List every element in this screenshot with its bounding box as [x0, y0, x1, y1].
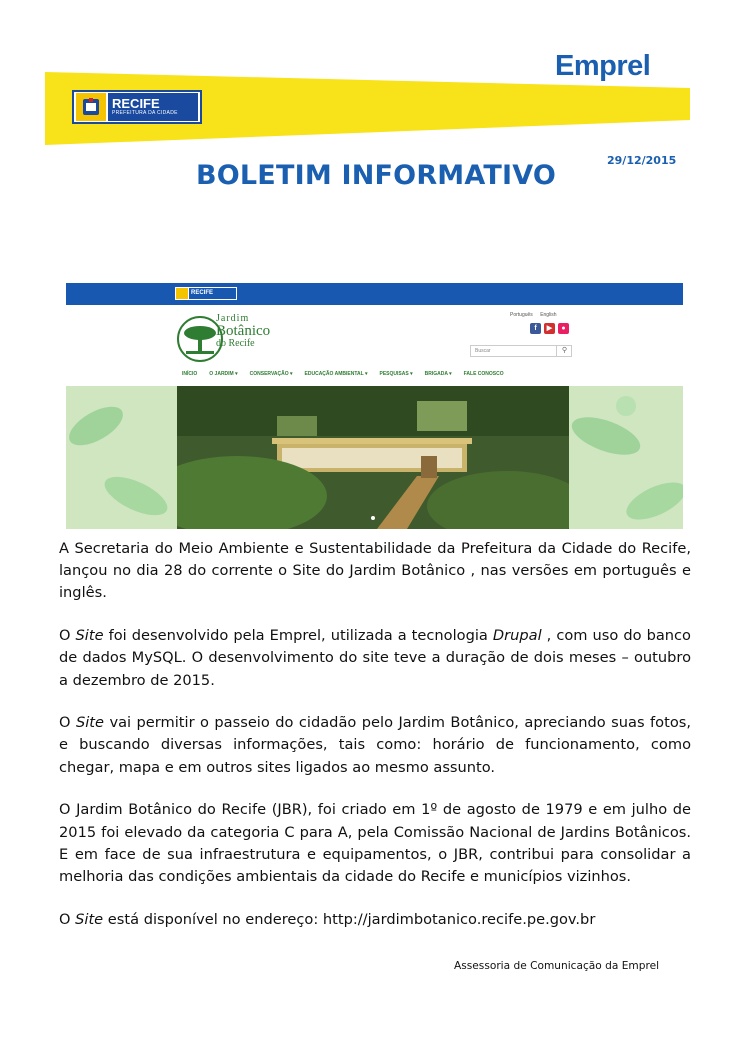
lang-pt: Português: [510, 312, 533, 318]
logo-subtitle: PREFEITURA DA CIDADE: [112, 110, 178, 116]
page-title: BOLETIM INFORMATIVO: [195, 160, 557, 191]
paragraph: O Site está disponível no endereço: http://jardimbotanico.recife.pe.gov.br: [59, 910, 596, 928]
website-screenshot: [66, 283, 683, 529]
garden-photo: [177, 386, 569, 529]
menu-item: INÍCIO: [182, 371, 198, 377]
menu-item: CONSERVAÇÃO ▾: [249, 371, 293, 377]
youtube-icon: ▶: [544, 323, 555, 334]
paragraph: O Site foi desenvolvido pela Emprel, utilizada a tecnologia Drupal , com uso do banco de dados MySQL. O desenvolvimento do site teve a duração de dois meses – outubro a dezembro de 2015.: [59, 627, 691, 689]
crest-icon: [76, 93, 106, 121]
lang-en: English: [540, 312, 557, 318]
menu-item: BRIGADA ▾: [424, 371, 452, 377]
menu-item: EDUCAÇÃO AMBIENTAL ▾: [304, 371, 368, 377]
paragraph: A Secretaria do Meio Ambiente e Sustentabilidade da Prefeitura da Cidade do Recife, lançou no dia 28 do corrente o Site do Jardim Botânico , nas versões em português e inglês.: [59, 540, 691, 602]
social-icons: [530, 323, 569, 334]
facebook-icon: f: [530, 323, 541, 334]
screenshot-topbar: [66, 283, 683, 305]
menu-item: O JARDIM ▾: [209, 371, 238, 377]
emprel-brand: Emprel: [555, 50, 651, 82]
site-logo-text: Jardim Botânico do Recife: [216, 313, 271, 349]
screenshot-recife-logo: RECIFE: [174, 286, 238, 301]
paragraph: O Jardim Botânico do Recife (JBR), foi criado em 1º de agosto de 1979 e em julho de 2015 foi elevado da categoria C para A, pela Comissão Nacional de Jardins Botânicos. E em face de sua infraestrutura e equipamentos, o JBR, contribui para consolidar a melhoria das condições ambientais da cidade do Recife e municípios vizinhos.: [59, 801, 691, 885]
menu-item: PESQUISAS ▾: [379, 371, 413, 377]
paragraph: O Site vai permitir o passeio do cidadão pelo Jardim Botânico, apreciando suas fotos, e buscando diversas informações, tais como: horário de funcionamento, como chegar, mapa e em outros sites ligados ao mesmo assunto.: [59, 714, 691, 776]
menu-item: FALE CONOSCO: [463, 371, 504, 377]
article-body: [59, 538, 691, 931]
search-icon: ⚲: [556, 345, 572, 357]
language-links: [510, 312, 563, 318]
screenshot-menu: [182, 371, 504, 377]
flickr-icon: ●: [558, 323, 569, 334]
recife-logo: [72, 90, 202, 124]
logo-name: RECIFE: [112, 96, 160, 111]
bulletin-date: 29/12/2015: [607, 154, 677, 167]
screenshot-search: Buscar: [470, 345, 572, 357]
footer-credit: Assessoria de Comunicação da Emprel: [454, 960, 660, 972]
